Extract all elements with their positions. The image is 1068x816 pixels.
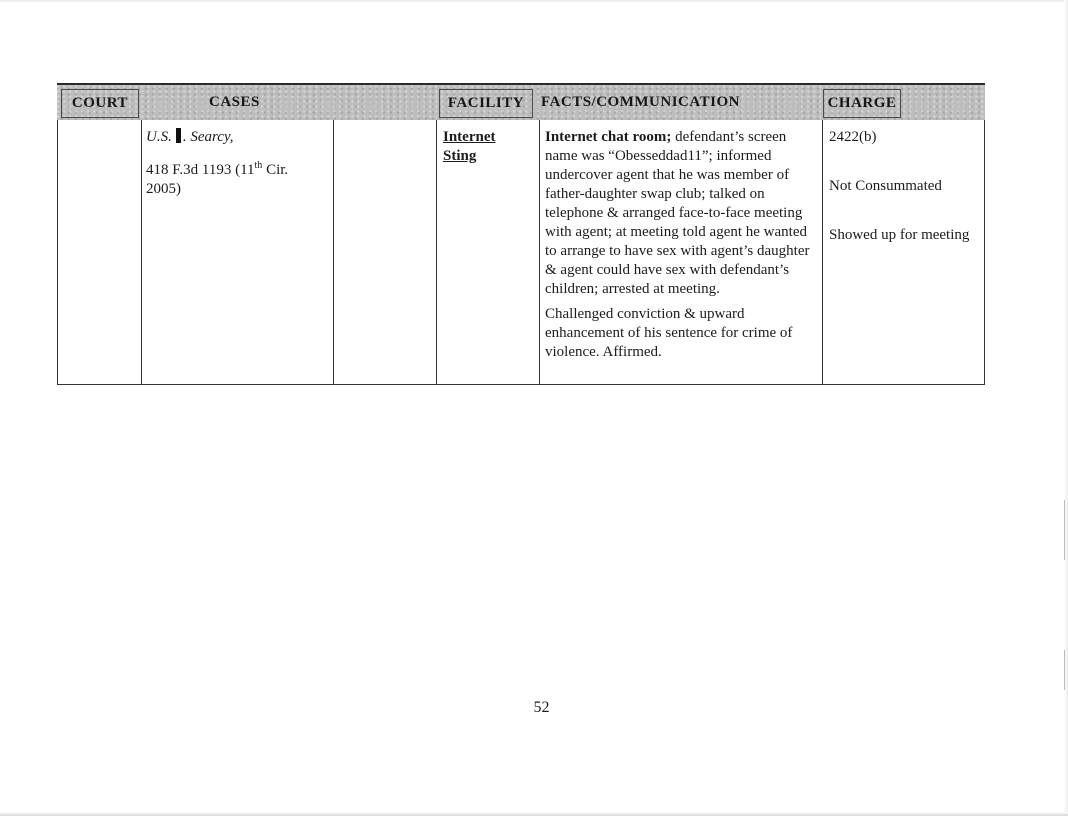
- facts-body: defendant’s screen name was “Obesseddad11”; informed undercover agent that he was member of father-daughter swap club; talked on telephone & arranged face-to-face meeting with agent; at meeting told agent he wanted to arrange to have sex with agent’s daughter & agent could have sex with defendant’s children; arrested at meeting.: [545, 129, 810, 297]
- column-divider: [333, 120, 334, 384]
- table-header-row: [57, 83, 985, 120]
- case-citation: [146, 156, 326, 199]
- column-header-facts: FACTS/COMMUNICATION: [541, 94, 740, 110]
- page-number: 52: [533, 699, 550, 716]
- redaction-mark: [176, 128, 181, 143]
- facts-lead: Internet chat room;: [545, 129, 672, 145]
- charge-note: Showed up for meeting: [829, 227, 970, 243]
- facility-line2: Sting: [443, 148, 477, 164]
- facts-outcome: Challenged conviction & upward enhancement of his sentence for crime of violence. Affirmed.: [545, 306, 793, 360]
- case-name-suffix: . Searcy,: [182, 129, 234, 145]
- scan-edge-right: [1064, 0, 1068, 816]
- case-name-prefix: U.S.: [146, 129, 172, 145]
- margin-mark: [1064, 500, 1065, 560]
- scan-edge-top: [0, 0, 1068, 3]
- facts-cell: [545, 128, 817, 368]
- column-divider: [436, 120, 437, 384]
- case-citation-pre: 418 F.3d 1193 (11: [146, 162, 255, 178]
- margin-mark: [1064, 650, 1065, 690]
- charge-status: Not Consummated: [829, 178, 942, 194]
- facility-line1: Internet: [443, 129, 496, 145]
- column-divider: [822, 120, 823, 384]
- charge-cell: [829, 128, 984, 275]
- column-header-facility: FACILITY: [439, 89, 533, 118]
- case-citation-sup: th: [254, 160, 263, 171]
- case-citation-post: Cir. 2005): [146, 162, 289, 197]
- column-header-cases: CASES: [209, 94, 260, 110]
- column-header-charge: CHARGE: [823, 89, 901, 118]
- facts-paragraph: [545, 128, 817, 299]
- facility-cell: [443, 128, 523, 166]
- charge-statute: 2422(b): [829, 129, 877, 145]
- column-divider: [539, 120, 540, 384]
- scan-edge-bottom: [0, 812, 1068, 816]
- case-name: [146, 128, 234, 147]
- column-divider: [141, 120, 142, 384]
- column-header-court: COURT: [61, 89, 139, 118]
- table-row: [57, 120, 985, 385]
